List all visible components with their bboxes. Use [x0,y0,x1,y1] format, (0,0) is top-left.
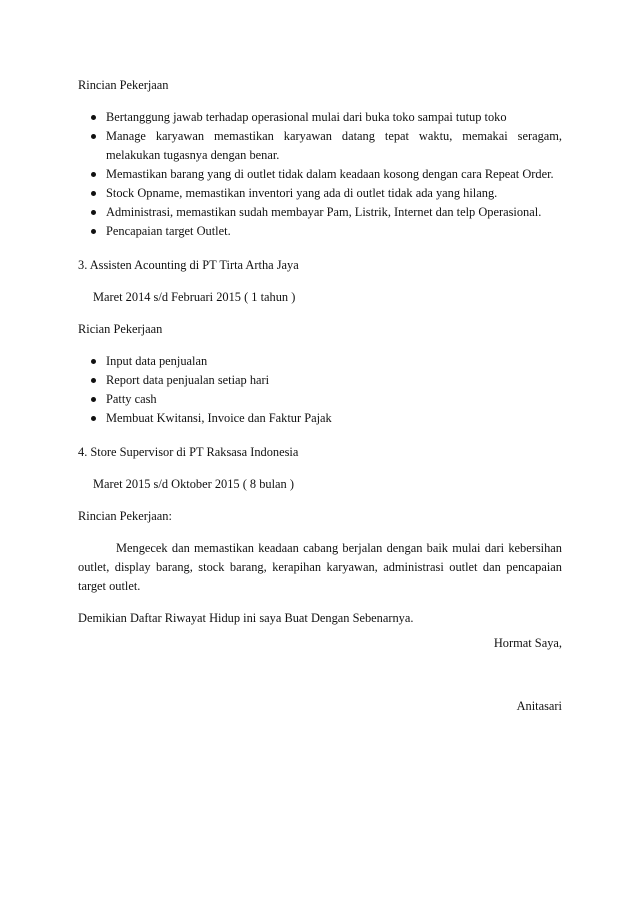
list-item-text: Stock Opname, memastikan inventori yang ada di outlet tidak ada yang hilang. [106,186,498,200]
list-item-text: Memastikan barang yang di outlet tidak dalam keadaan kosong dengan cara Repeat Order. [106,167,554,181]
bullet-icon [91,210,96,215]
list-item [78,371,562,390]
section4-heading: Rincian Pekerjaan: [78,509,172,523]
bullet-icon [91,191,96,196]
bullet-icon [91,115,96,120]
list-item-text: Patty cash [106,392,157,406]
bullet-icon [91,416,96,421]
list-item [78,203,562,222]
list-item-text: Input data penjualan [106,354,208,368]
bullet-icon [91,378,96,383]
list-item [78,409,562,428]
list-item-text: Membuat Kwitansi, Invoice dan Faktur Pajak [106,411,332,425]
list-item [78,108,562,127]
list-item [78,127,562,165]
section4-paragraph-text: Mengecek dan memastikan keadaan cabang berjalan dengan baik mulai dari kebersihan outlet, display barang, stock barang, kerapihan karyawan, administrasi outlet dan pencapaian target outlet. [78,541,562,593]
closing-salutation: Hormat Saya, [493,636,562,650]
section3-period: Maret 2014 s/d Februari 2015 ( 1 tahun ) [93,290,296,304]
list-item [78,352,562,371]
section3-task-list [78,352,562,428]
section4-paragraph [78,539,562,596]
bullet-icon [91,134,96,139]
list-item-text: Report data penjualan setiap hari [106,373,270,387]
section2-heading: Rincian Pekerjaan [78,78,169,92]
section3-title: 3. Assisten Acounting di PT Tirta Artha Jaya [78,258,299,272]
list-item-text: Administrasi, memastikan sudah membayar Pam, Listrik, Internet dan telp Operasional. [106,205,542,219]
section4-period: Maret 2015 s/d Oktober 2015 ( 8 bulan ) [93,477,294,491]
signatory-name: Anitasari [516,699,562,713]
bullet-icon [91,229,96,234]
list-item [78,222,562,241]
bullet-icon [91,359,96,364]
bullet-icon [91,397,96,402]
document-content [78,76,562,716]
list-item-text: Bertanggung jawab terhadap operasional mulai dari buka toko sampai tutup toko [106,110,507,124]
list-item [78,184,562,203]
list-item [78,390,562,409]
list-item-text: Pencapaian target Outlet. [106,224,231,238]
section2-task-list [78,108,562,241]
section3-heading: Rician Pekerjaan [78,322,163,336]
list-item-text: Manage karyawan memastikan karyawan datang tepat waktu, memakai seragam, melakukan tugasnya dengan benar. [106,129,562,162]
section4-title: 4. Store Supervisor di PT Raksasa Indonesia [78,445,299,459]
bullet-icon [91,172,96,177]
closing-statement: Demikian Daftar Riwayat Hidup ini saya Buat Dengan Sebenarnya. [78,611,414,625]
list-item [78,165,562,184]
